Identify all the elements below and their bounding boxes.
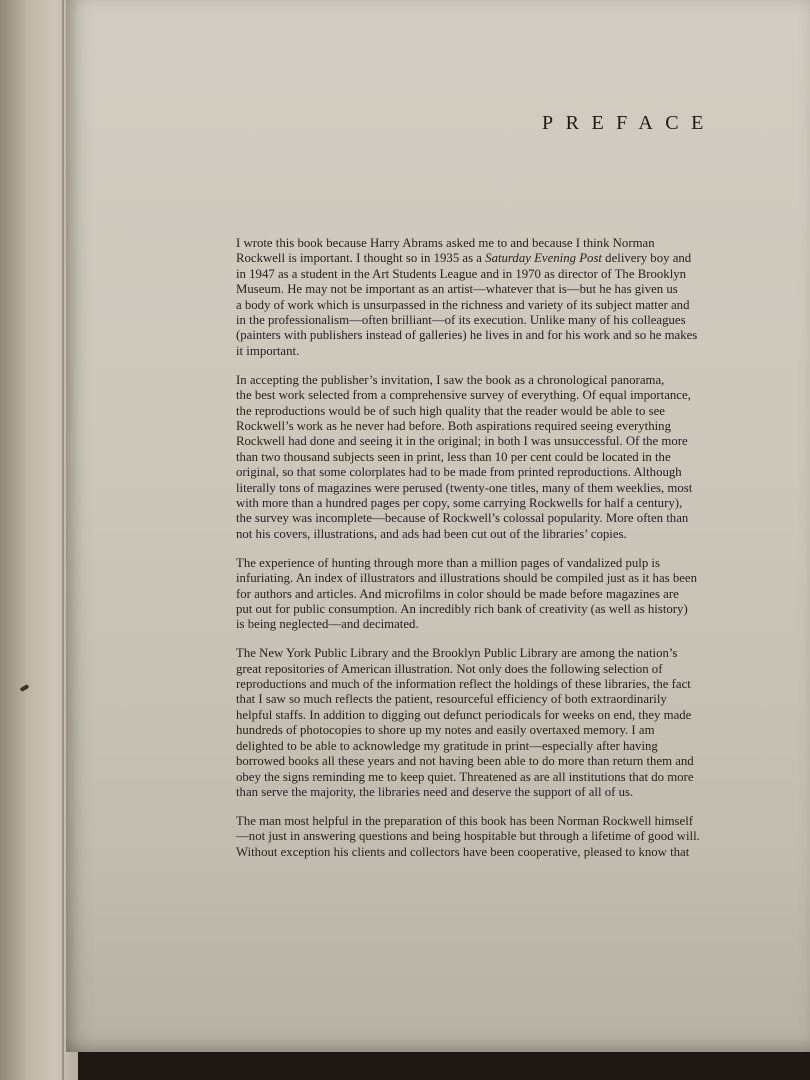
text-run: helpful staffs. In addition to digging out defunct periodicals for weeks on end, they made [236, 707, 692, 722]
text-run: the best work selected from a comprehensive survey of everything. Of equal importance, [236, 388, 691, 403]
text-run: Rockwell’s work as he never had before. Both aspirations required seeing everything [236, 418, 671, 433]
text-run: the reproductions would be of such high quality that the reader would be able to see [236, 403, 665, 418]
text-run: in the professionalism—often brilliant—of its execution. Unlike many of his colleagues [236, 313, 686, 328]
text-run: not his covers, illustrations, and ads had been cut out of the libraries’ copies. [236, 526, 627, 541]
text-line [236, 602, 756, 617]
text-line [236, 511, 756, 526]
text-run: great repositories of American illustration. Not only does the following selection of [236, 661, 663, 676]
text-run: literally tons of magazines were perused (twenty-one titles, many of them weeklies, most [236, 480, 693, 495]
text-run: —not just in answering questions and being hospitable but through a lifetime of good will. [236, 829, 700, 844]
text-line [236, 723, 756, 738]
text-line [236, 496, 756, 511]
text-run: In accepting the publisher’s invitation, I saw the book as a chronological panorama, [236, 372, 665, 387]
text-run: Without exception his clients and collectors have been cooperative, pleased to know that [236, 844, 690, 859]
text-run: in 1947 as a student in the Art Students League and in 1970 as director of The Brooklyn [236, 266, 687, 281]
text-line [236, 556, 756, 571]
gutter-shadow [62, 0, 64, 1080]
text-run: (painters with publishers instead of galleries) he lives in and for his work and so he makes [236, 328, 698, 343]
text-line [236, 267, 756, 282]
text-line [236, 845, 756, 860]
text-line [236, 587, 756, 602]
text-run: it important. [236, 343, 300, 358]
text-run: delivery boy and [601, 251, 692, 266]
text-run: obey the signs reminding me to keep quiet. Threatened as are all institutions that do more [236, 769, 694, 784]
text-run: Museum. He may not be important as an artist—whatever that is—but he has given us [236, 282, 678, 297]
text-run: borrowed books all these years and not having been able to do more than return them and [236, 754, 694, 769]
text-line [236, 617, 756, 632]
text-line [236, 419, 756, 434]
text-line [236, 298, 756, 313]
text-line [236, 313, 756, 328]
text-run: is being neglected—and decimated. [236, 617, 419, 632]
page-title: PREFACE [542, 112, 716, 134]
text-line [236, 785, 756, 800]
text-line [236, 328, 756, 343]
text-line [236, 677, 756, 692]
text-run: Rockwell is important. I thought so in 1935 as a [236, 251, 486, 266]
text-line [236, 450, 756, 465]
paragraph [236, 646, 756, 800]
preface-body [236, 236, 756, 874]
paragraph [236, 236, 756, 359]
text-run: Rockwell had done and seeing it in the original; in both I was unsuccessful. Of the more [236, 434, 688, 449]
text-run: the survey was incomplete—because of Rockwell’s colossal popularity. More often than [236, 511, 689, 526]
text-run: reproductions and much of the information reflect the holdings of these libraries, the fact [236, 677, 691, 692]
book-page [66, 0, 810, 1052]
text-line [236, 465, 756, 480]
text-run: The man most helpful in the preparation of this book has been Norman Rockwell himself [236, 813, 694, 828]
text-line [236, 373, 756, 388]
text-run: The New York Public Library and the Brooklyn Public Library are among the nation’s [236, 646, 678, 661]
text-line [236, 770, 756, 785]
text-line [236, 251, 756, 266]
text-line [236, 481, 756, 496]
text-run: than two thousand subjects seen in print, less than 10 per cent could be located in the [236, 449, 671, 464]
text-line [236, 708, 756, 723]
text-run: delighted to be able to acknowledge my gratitude in print—especially after having [236, 738, 658, 753]
text-run: than serve the majority, the libraries need and deserve the support of all of us. [236, 784, 634, 799]
text-line [236, 829, 756, 844]
text-line [236, 692, 756, 707]
text-run: The experience of hunting through more than a million pages of vandalized pulp is [236, 555, 660, 570]
text-line [236, 527, 756, 542]
italic-title: Saturday Evening Post [485, 251, 602, 266]
text-run: with more than a hundred pages per copy, some carrying Rockwells for half a century), [236, 496, 683, 510]
text-line [236, 739, 756, 754]
paragraph [236, 556, 756, 633]
text-line [236, 388, 756, 403]
text-line [236, 282, 756, 297]
text-line [236, 662, 756, 677]
text-line [236, 344, 756, 359]
text-line [236, 814, 756, 829]
text-run: I wrote this book because Harry Abrams asked me to and because I think Norman [236, 236, 655, 250]
text-run: that I saw so much reflects the patient, resourceful efficiency of both extraordinarily [236, 692, 667, 707]
text-line [236, 404, 756, 419]
text-run: infuriating. An index of illustrators and illustrations should be compiled just as it has been [236, 571, 697, 586]
paragraph [236, 814, 756, 860]
text-run: put out for public consumption. An incredibly rich bank of creativity (as well as history) [236, 601, 688, 616]
text-run: for authors and articles. And microfilms in color should be made before magazines are [236, 586, 679, 601]
text-run: hundreds of photocopies to shore up my notes and easily overtaxed memory. I am [236, 723, 655, 738]
text-line [236, 571, 756, 586]
paragraph [236, 373, 756, 542]
text-run: a body of work which is unsurpassed in the richness and variety of its subject matter and [236, 297, 690, 312]
text-line [236, 754, 756, 769]
text-line [236, 646, 756, 661]
text-line [236, 434, 756, 449]
text-run: original, so that some colorplates had to be made from printed reproductions. Although [236, 465, 682, 480]
text-line [236, 236, 756, 251]
